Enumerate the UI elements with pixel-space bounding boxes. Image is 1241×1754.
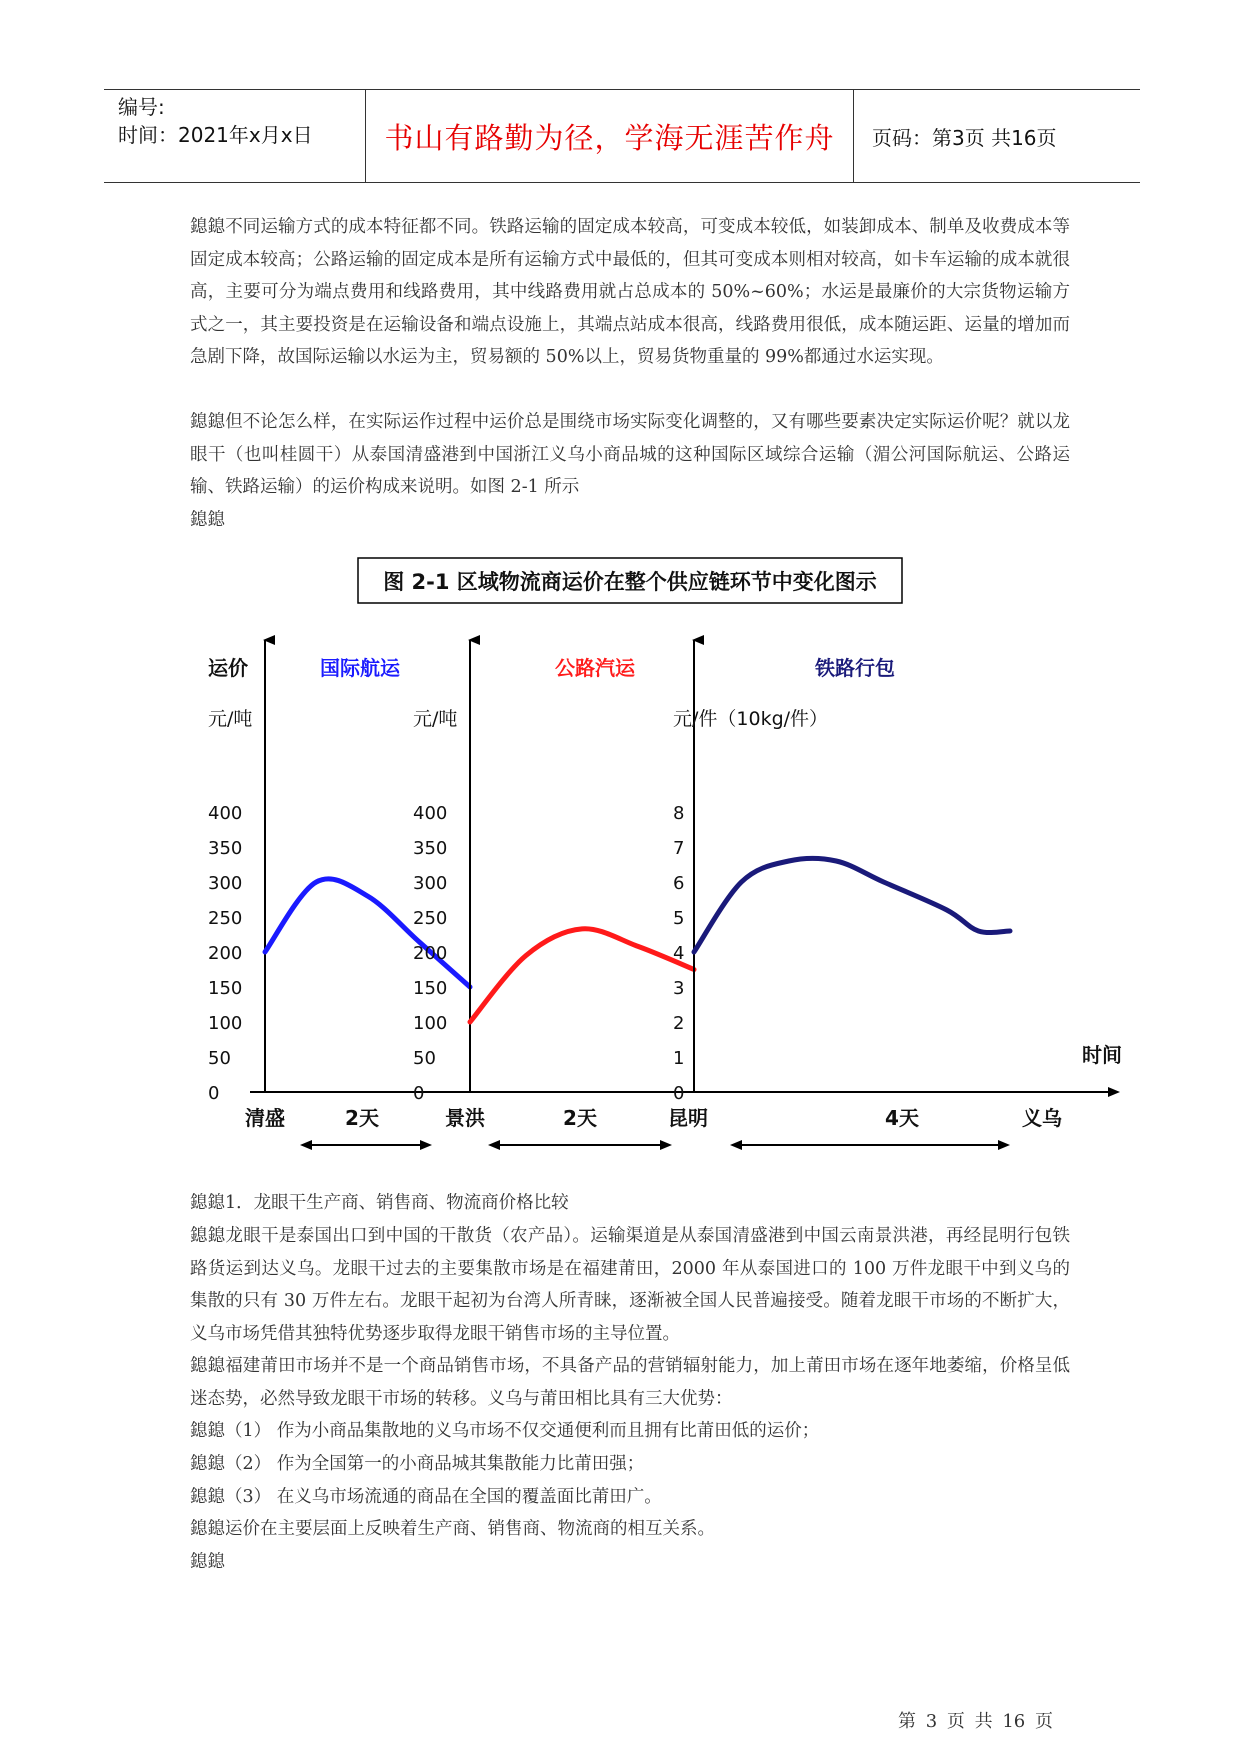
y-tick-label: 350: [413, 838, 448, 859]
series-line-1: [265, 879, 470, 987]
x-axis-arrow: [1108, 1087, 1120, 1097]
place-label: 昆明: [668, 1106, 708, 1130]
y-tick-label: 300: [208, 873, 243, 894]
panel-unit-3: 元/件（10kg/件）: [673, 708, 829, 730]
y-tick-label: 2: [673, 1013, 685, 1034]
y-tick-label: 100: [413, 1013, 448, 1034]
paragraph-relationship: 鎴鎴运价在主要层面上反映着生产商、销售商、物流商的相互关系。: [190, 1519, 715, 1539]
panel-unit-1: 元/吨: [208, 708, 253, 730]
duration-arrow-head: [998, 1140, 1010, 1150]
y-tick-label: 250: [413, 908, 448, 929]
y-axis-label: 运价: [208, 656, 248, 680]
duration-label: 2天: [563, 1106, 597, 1130]
page-footer: 第 3 页 共 16 页: [898, 1711, 1053, 1732]
y-tick-label: 150: [208, 978, 243, 999]
duration-arrow-head: [300, 1140, 312, 1150]
y-tick-label: 1: [673, 1048, 685, 1069]
y-tick-label: 5: [673, 908, 685, 929]
series-line-3: [694, 858, 1010, 952]
paragraph-blank: 鎴鎴: [190, 1552, 225, 1572]
y-tick-label: 0: [413, 1083, 425, 1104]
paragraph-blank: 鎴鎴: [190, 510, 225, 530]
paragraph-freight-factors: 鎴鎴但不论怎么样，在实际运作过程中运价总是围绕市场实际变化调整的，又有哪些要素决定实际运价呢？就以龙眼干（也叫桂圆干）从泰国清盛港到中国浙江义乌小商品城的这种国际区域综合运输（湄公河国际航运、公路运输、铁路运输）的运价构成来说明。如图 2-1 所示: [190, 412, 1070, 497]
document-number: 编号:: [118, 95, 165, 119]
y-tick-label: 50: [413, 1048, 436, 1069]
y-tick-label: 200: [413, 943, 448, 964]
duration-arrow-head: [660, 1140, 672, 1150]
section-heading: 鎴鎴1．龙眼干生产商、销售商、物流商价格比较: [190, 1193, 569, 1213]
series-line-2: [470, 929, 694, 1022]
y-tick-label: 8: [673, 803, 685, 824]
y-tick-label: 200: [208, 943, 243, 964]
header-motto: 书山有路勤为径，学海无涯苦作舟: [366, 90, 854, 182]
list-item: 鎴鎴（2） 作为全国第一的小商品城其集散能力比莆田强；: [190, 1454, 645, 1474]
place-label: 义乌: [1022, 1106, 1062, 1130]
y-tick-label: 300: [413, 873, 448, 894]
y-tick-label: 50: [208, 1048, 231, 1069]
place-label: 景洪: [445, 1106, 485, 1130]
list-item: 鎴鎴（1） 作为小商品集散地的义乌市场不仅交通便利而且拥有比莆田低的运价；: [190, 1421, 820, 1441]
paragraph-longan-intro: 鎴鎴龙眼干是泰国出口到中国的干散货（农产品）。运输渠道是从泰国清盛港到中国云南景洪港，再经昆明行包铁路货运到达义乌。龙眼干过去的主要集散市场是在福建莆田，2000 年从泰国进口的 100 万件龙眼干中到义乌的集散的只有 30 万件左右。龙眼干起初为台湾人所青睐，逐渐被全国人民普遍接受。随着龙眼干市场的不断扩大，义乌市场凭借其独特优势逐步取得龙眼干销售市场的主导位置。: [190, 1226, 1070, 1344]
y-tick-label: 0: [208, 1083, 220, 1104]
y-tick-label: 0: [673, 1083, 685, 1104]
document-time: 时间：2021年x月x日: [118, 123, 313, 147]
duration-arrow-head: [730, 1140, 742, 1150]
panel-title-3: 铁路行包: [815, 656, 895, 680]
chart-layer: [208, 640, 1122, 1150]
duration-arrow-head: [420, 1140, 432, 1150]
y-tick-label: 350: [208, 838, 243, 859]
x-axis-label: 时间: [1082, 1043, 1122, 1067]
y-tick-label: 3: [673, 978, 685, 999]
paragraph-transport-costs: 鎴鎴不同运输方式的成本特征都不同。铁路运输的固定成本较高，可变成本较低，如装卸成本、制单及收费成本等固定成本较高；公路运输的固定成本是所有运输方式中最低的，但其可变成本则相对较高，如卡车运输的成本就很高，主要可分为端点费用和线路费用，其中线路费用就占总成本的 50%~60%；水运是最廉价的大宗货物运输方式之一，其主要投资是在运输设备和端点设施上，其端点站成本很高，线路费用很低，成本随运距、运量的增加而急剧下降，故国际运输以水运为主，贸易额的 50%以上，贸易货物重量的 99%都通过水运实现。: [190, 217, 1070, 367]
panel-unit-2: 元/吨: [413, 708, 458, 730]
panel-title-1: 国际航运: [320, 656, 400, 680]
y-tick-label: 6: [673, 873, 685, 894]
y-tick-label: 250: [208, 908, 243, 929]
y-tick-label: 100: [208, 1013, 243, 1034]
y-tick-label: 150: [413, 978, 448, 999]
chart-title: 图 2-1 区域物流商运价在整个供应链环节中变化图示: [383, 570, 877, 594]
paragraph-putian-market: 鎴鎴福建莆田市场并不是一个商品销售市场，不具备产品的营销辐射能力，加上莆田市场在逐年地萎缩，价格呈低迷态势，必然导致龙眼干市场的转移。义乌与莆田相比具有三大优势：: [190, 1356, 1070, 1409]
duration-label: 4天: [885, 1106, 919, 1130]
place-label: 清盛: [245, 1106, 285, 1130]
duration-label: 2天: [345, 1106, 379, 1130]
panel-title-2: 公路汽运: [555, 656, 635, 680]
y-tick-label: 400: [208, 803, 243, 824]
header-page-number: 页码：第3页 共16页: [872, 125, 1057, 150]
list-item: 鎴鎴（3） 在义乌市场流通的商品在全国的覆盖面比莆田广。: [190, 1487, 662, 1507]
y-tick-label: 7: [673, 838, 685, 859]
y-tick-label: 400: [413, 803, 448, 824]
duration-arrow-head: [488, 1140, 500, 1150]
y-tick-label: 4: [673, 943, 685, 964]
